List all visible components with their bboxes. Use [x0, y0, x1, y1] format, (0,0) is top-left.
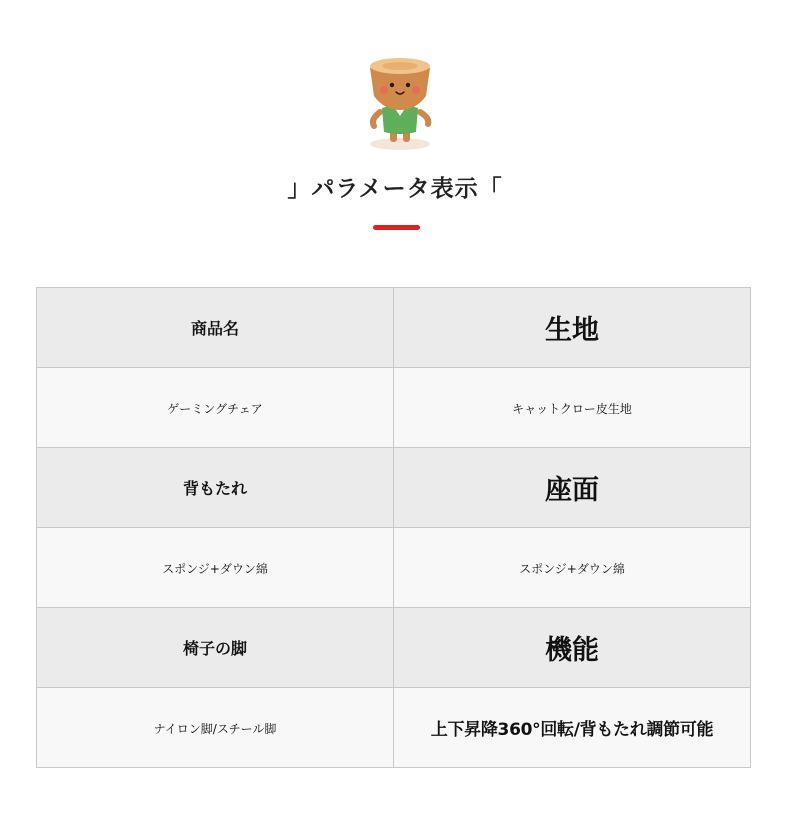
title-underline — [373, 225, 420, 230]
param-value: スポンジ+ダウン綿 — [162, 562, 268, 576]
param-value-cell — [394, 688, 751, 768]
param-value: スポンジ+ダウン綿 — [519, 562, 625, 576]
param-label-cell — [37, 448, 394, 528]
param-label: 背もたれ — [182, 479, 247, 498]
param-label-cell — [37, 288, 394, 368]
parameter-table — [36, 287, 751, 768]
param-label-cell — [394, 288, 751, 368]
param-value-cell — [394, 368, 751, 448]
table-row — [37, 448, 751, 528]
table-row — [37, 608, 751, 688]
page-title: 」パラメータ表示「 — [287, 176, 503, 202]
param-label: 椅子の脚 — [182, 639, 247, 658]
param-value-cell — [37, 368, 394, 448]
table-row — [37, 528, 751, 608]
param-value-cell — [37, 688, 394, 768]
param-label: 商品名 — [190, 319, 239, 338]
param-value-cell — [37, 528, 394, 608]
param-label-cell — [394, 608, 751, 688]
table-row — [37, 688, 751, 768]
param-value: キャットクロー皮生地 — [512, 402, 632, 416]
param-label-cell — [394, 448, 751, 528]
param-label: 座面 — [545, 475, 599, 506]
tree-stump-mascot-icon — [360, 52, 440, 152]
table-row — [37, 368, 751, 448]
param-value: 上下昇降360°回転/背もたれ調節可能 — [430, 720, 714, 740]
table-row — [37, 288, 751, 368]
param-value: ゲーミングチェア — [167, 402, 263, 416]
param-value-cell — [394, 528, 751, 608]
param-label: 生地 — [545, 315, 599, 346]
param-label: 機能 — [545, 635, 599, 666]
param-value: ナイロン脚/スチール脚 — [153, 722, 277, 736]
param-label-cell — [37, 608, 394, 688]
